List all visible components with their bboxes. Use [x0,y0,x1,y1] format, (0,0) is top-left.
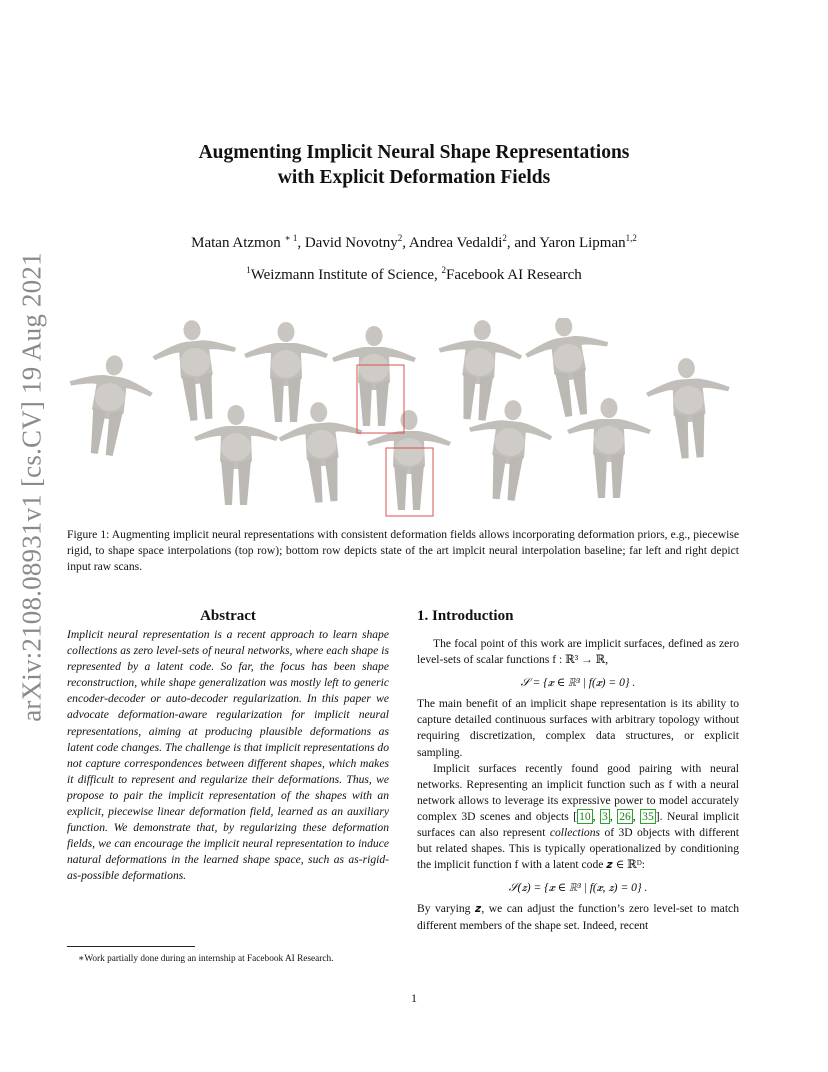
shape-interp-1 [149,318,243,424]
author-list [100,233,728,252]
intro-paragraph-4: By varying 𝒛, we can adjust the function’s zero level-set to match different members of the shape set. Indeed, recent [417,902,739,932]
citation-35[interactable]: 35 [642,809,654,823]
author-2-sup: 2 [397,233,403,243]
author-2: , David Novotny [297,235,398,251]
affil-2: Facebook AI Research [446,267,582,283]
affiliations [100,265,728,284]
abstract-heading: Abstract [200,608,256,624]
citation-26[interactable]: 26 [619,809,631,823]
citation-3[interactable]: 3 [602,809,608,823]
teaser-figure [64,318,744,518]
author-3: , Andrea Vedaldi [402,235,503,251]
paper-title [120,140,708,190]
baseline-interp-5 [567,398,651,498]
intro-paragraph-3-d: of 3D objects with different but related shapes. This is typically operationalized by conditioning the implicit function f with a latent code 𝒛 ∈ ℝᴰ: [417,826,739,872]
arxiv-id: arXiv:2108.08931v1 [cs.CV] 19 Aug 2021 [16,252,47,722]
figure-caption: Figure 1: Augmenting implicit neural representations with consistent deformation fields allows incorporating deformation priors, e.g., piecewise rigid, to shape space interpolations (top row); bottom row depicts state of the art implcit neural interpolation baseline; far left and right depict input raw scans. [67,528,739,574]
affil-1-sup: 1 [246,265,251,275]
citation-10[interactable]: 10 [579,809,591,823]
intro-paragraph-3-emph: collections [549,826,601,840]
input-scan-right [644,355,735,461]
title-line-1: Augmenting Implicit Neural Shape Representations [198,142,630,163]
title-line-2: with Explicit Deformation Fields [277,167,551,188]
citation-sep-2: , [609,809,618,823]
citation-sep-3: , [632,809,641,823]
intro-paragraph-3-b: ]. Neural implicit surfaces can also represent [417,809,740,840]
author-1: Matan Atzmon [191,235,281,251]
affil-2-sup: 2 [441,265,446,275]
citation-sep-1: , [592,809,601,823]
equation-2: 𝒮(𝒛) = {𝒙 ∈ ℝ³ | f(𝒙, 𝒛) = 0} . [508,881,648,895]
intro-paragraph-1: The focal point of this work are implicit surfaces, defined as zero level-sets of scalar functions f : ℝ³ → ℝ, [417,637,739,667]
equation-1: 𝒮 = {𝒙 ∈ ℝ³ | f(𝒙) = 0} . [520,676,636,690]
intro-heading: 1. Introduction [417,608,514,624]
shape-interp-3 [332,326,416,426]
author-4-sup: 1,2 [625,233,637,243]
intro-paragraph-3-a: Implicit surfaces recently found good pairing with neural networks. Representing an implicit function such as f with a neural network allows to leverage its expressive power to model accurately complex 3D scenes and objects [ [417,761,739,823]
intro-paragraph-3 [417,761,739,874]
footnote: ∗Work partially done during an internship at Facebook AI Research. [78,954,334,964]
intro-paragraph-2: The main benefit of an implicit shape representation is its ability to capture detailed continuous surfaces with arbitrary topology without requiring discretization, complex data structures, or explicit sampling. [417,697,739,759]
input-scan-left [64,350,157,461]
author-1-sup: ∗ 1 [284,233,298,243]
baseline-interp-1 [194,405,278,505]
author-3-sup: 2 [502,233,507,243]
author-4: , and Yaron Lipman [506,235,626,251]
arxiv-stamp [2,252,62,722]
abstract-body: Implicit neural representation is a recent approach to learn shape collections as zero level-sets of neural networks, where each shape is represented by a latent code. So far, the focus has been shape reconstruction, while shape generalization was mostly left to generic encoder-decoder or auto-decoder regularization. In this paper we advocate deformation-aware regularization for implicit neural representations, aiming at producing plausible deformations as latent code changes. The challenge is that implicit representations do not capture correspondences between different shapes, which makes it difficult to represent and regularize their deformations. Thus, we propose to pair the implicit representation of the shapes with an explicit, piecewise linear deformation field, learned as an auxiliary function. We demonstrate that, by regularizing these deformation fields, we can encourage the implicit neural representation to induce natural deformations in the learned shape space, such as as-rigid-as-possible deformations. [67,628,389,883]
affil-1: Weizmann Institute of Science, [250,267,442,283]
intro-body [417,636,739,934]
page-number: 1 [411,991,417,1005]
baseline-interp-4 [462,396,556,504]
footnote-rule [67,946,195,947]
